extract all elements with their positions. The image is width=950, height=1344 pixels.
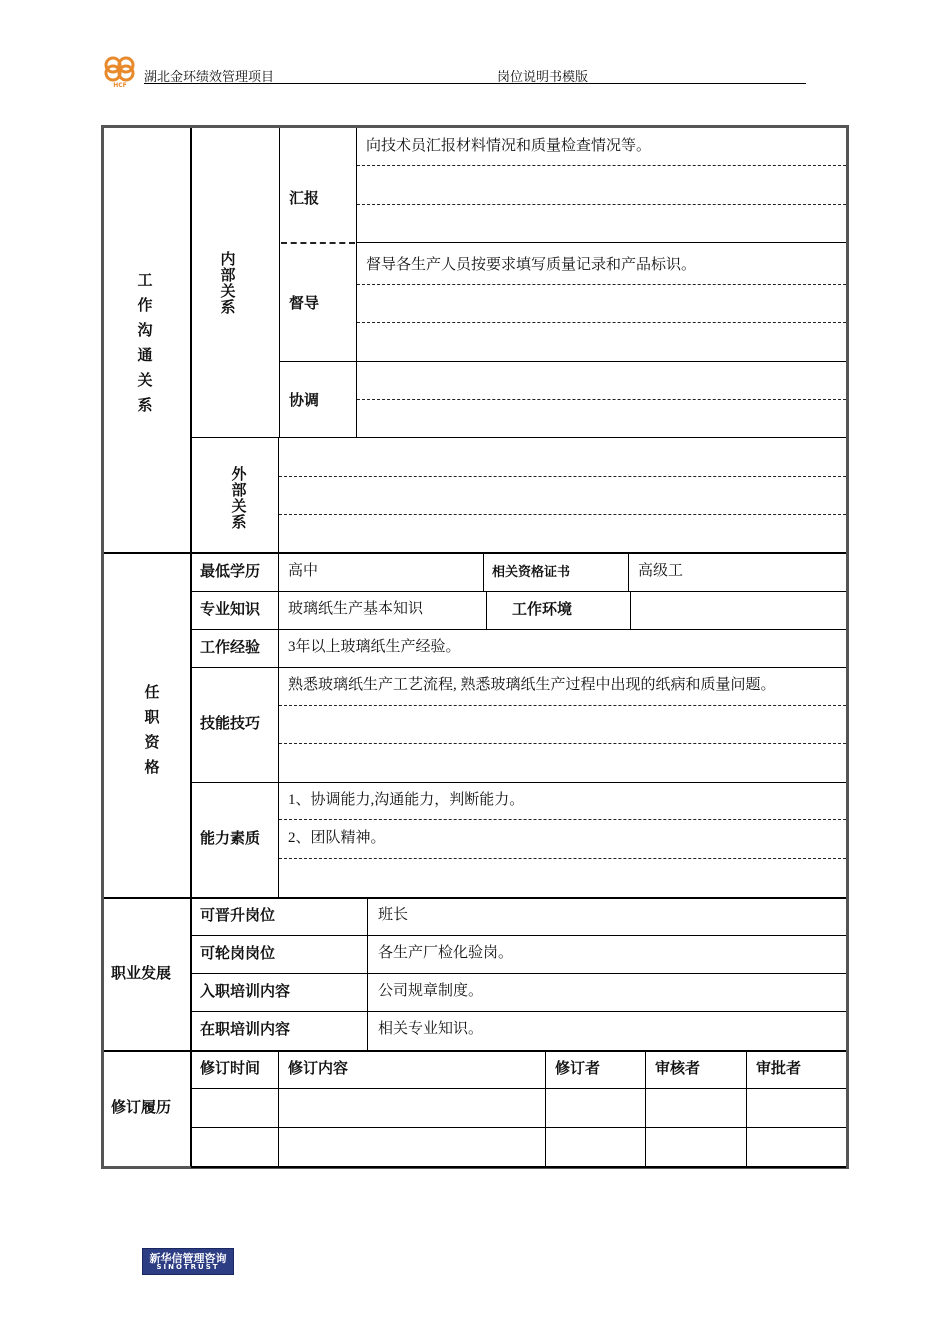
section-divider: [104, 1050, 846, 1052]
row-divider: [191, 629, 846, 630]
communication-section-label: 工作沟通关系: [137, 272, 153, 414]
document-title: 岗位说明书模版: [497, 69, 589, 84]
career-section-label: 职业发展: [111, 965, 172, 982]
revision-col-reviewer: 审核者: [655, 1060, 701, 1077]
column-divider: [278, 553, 279, 897]
column-divider: [367, 898, 368, 1050]
dashed-writing-line: [357, 204, 846, 205]
coordinate-label: 协调: [289, 392, 320, 409]
promotion-value: 班长: [378, 907, 409, 923]
column-divider: [628, 553, 629, 591]
row-divider: [357, 242, 846, 243]
row-divider: [191, 1088, 846, 1089]
education-value: 高中: [288, 563, 319, 579]
page-header: [100, 54, 806, 88]
sinotrust-logo-en: SINOTRUST: [156, 1263, 220, 1271]
svg-text:HCF: HCF: [113, 82, 127, 88]
row-divider: [191, 437, 846, 438]
section-divider: [104, 897, 846, 899]
row-divider: [191, 1166, 846, 1168]
experience-label: 工作经验: [200, 639, 261, 656]
work-environment-label: 工作环境: [512, 601, 573, 618]
row-divider: [191, 591, 846, 592]
internal-relations-label: 内部关系: [220, 251, 236, 316]
supervise-label: 督导: [289, 295, 320, 312]
section-divider: [104, 552, 846, 554]
external-relations-label: 外部关系: [231, 466, 247, 531]
dashed-writing-line: [279, 705, 846, 706]
column-divider: [545, 1051, 546, 1167]
knowledge-label: 专业知识: [200, 601, 261, 618]
row-divider: [191, 1127, 846, 1128]
education-label: 最低学历: [200, 563, 261, 580]
column-divider: [483, 553, 484, 591]
row-divider: [191, 667, 846, 668]
ability-item-1: 1、协调能力,沟通能力，判断能力。: [288, 792, 525, 808]
rotation-label: 可轮岗岗位: [200, 945, 276, 962]
report-label: 汇报: [289, 190, 320, 207]
dashed-writing-line: [279, 476, 846, 477]
inservice-training-value: 相关专业知识。: [378, 1021, 484, 1037]
row-divider: [191, 935, 846, 936]
report-text: 向技术员汇报材料情况和质量检查情况等。: [366, 138, 652, 154]
qualification-section-label: 任职资格: [144, 684, 160, 776]
experience-value: 3年以上玻璃纸生产经验。: [288, 639, 461, 655]
sinotrust-logo: [142, 1248, 234, 1275]
column-divider: [278, 438, 279, 552]
revision-col-approver: 审批者: [756, 1060, 802, 1077]
certificate-value: 高级工: [638, 563, 684, 579]
onboarding-training-label: 入职培训内容: [200, 983, 291, 1000]
revision-col-reviser: 修订者: [555, 1060, 601, 1077]
skills-value: 熟悉玻璃纸生产工艺流程, 熟悉玻璃纸生产过程中出现的纸病和质量问题。: [288, 677, 776, 693]
supervise-text: 督导各生产人员按要求填写质量记录和产品标识。: [366, 257, 697, 273]
column-divider: [279, 128, 280, 437]
column-divider: [278, 1051, 279, 1167]
inservice-training-label: 在职培训内容: [200, 1021, 291, 1038]
dashed-writing-line: [279, 743, 846, 744]
column-divider: [630, 592, 631, 629]
column-divider: [356, 128, 357, 437]
ability-item-2: 2、团队精神。: [288, 830, 386, 846]
sinotrust-logo-cn: 新华信管理咨询: [149, 1252, 227, 1265]
column-divider: [486, 592, 487, 629]
rotation-value: 各生产厂检化验岗。: [378, 945, 514, 961]
knowledge-value: 玻璃纸生产基本知识: [288, 601, 424, 617]
dashed-writing-line: [357, 165, 846, 166]
dashed-writing-line: [279, 819, 846, 820]
dashed-writing-line: [357, 284, 846, 285]
header-rule: [144, 83, 806, 84]
ability-label: 能力素质: [200, 830, 261, 847]
column-divider: [746, 1051, 747, 1167]
revision-col-date: 修订时间: [200, 1060, 261, 1077]
column-divider: [645, 1051, 646, 1167]
row-divider: [191, 973, 846, 974]
dashed-writing-line: [357, 399, 846, 400]
hcf-logo-icon: [100, 54, 140, 88]
company-name: 湖北金环绩效管理项目: [144, 69, 275, 84]
row-divider: [280, 361, 846, 362]
certificate-label: 相关资格证书: [492, 564, 571, 579]
row-divider: [281, 242, 355, 244]
dashed-writing-line: [279, 858, 846, 859]
revision-col-content: 修订内容: [288, 1060, 349, 1077]
row-divider: [191, 782, 846, 783]
row-divider: [191, 1011, 846, 1012]
promotion-label: 可晋升岗位: [200, 907, 276, 924]
onboarding-training-value: 公司规章制度。: [378, 983, 484, 999]
skills-label: 技能技巧: [200, 715, 261, 732]
revision-section-label: 修订履历: [111, 1099, 172, 1116]
dashed-writing-line: [279, 514, 846, 515]
dashed-writing-line: [357, 322, 846, 323]
